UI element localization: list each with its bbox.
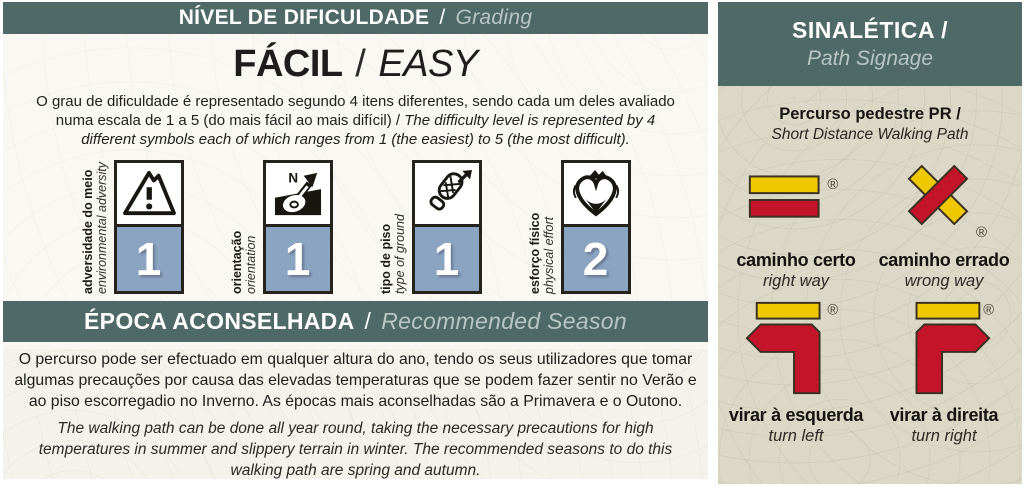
rating-value: 2 [561, 224, 631, 294]
right-way-marker-icon [741, 154, 851, 246]
season-text-pt: O percurso pode ser efectuado em qualquer altura do ano, tendo os seus utilizadores que tomar algumas precauções por causa das elevadas temperaturas que se podem fazer sentir no Verão e ao piso escorregadio no Inverno. As épocas mais aconselhadas são a Primavera e o Outono. [14, 351, 697, 411]
grading-description-pt: O grau de dificuldade é representado segundo 4 itens diferentes, sendo cada um deles avaliado numa escala de 1 a 5 (do mais fácil ao mais difícil) / [36, 93, 675, 130]
grading-description [31, 92, 681, 150]
signage-header-pt: SINALÉTICA / [792, 17, 948, 44]
symbol-label: esforço físico physical effort [527, 212, 556, 294]
season-header-separator: / [364, 308, 372, 334]
svg-text:N: N [287, 170, 298, 186]
grading-header-separator: / [439, 6, 446, 29]
symbol-box [114, 160, 184, 294]
grading-header-en: Grading [455, 6, 533, 29]
season-section [3, 349, 708, 479]
signage-header [718, 2, 1022, 86]
symbol-box [561, 160, 631, 294]
right-way-marker [722, 154, 870, 291]
signage-subtitle [718, 105, 1022, 144]
difficulty-level-pt: FÁCIL [233, 43, 343, 85]
signage-subtitle-pt: Percurso pedestre PR / [779, 105, 961, 123]
symbol-orientation [230, 158, 333, 294]
season-header [3, 301, 708, 342]
registered-symbol: ® [827, 177, 839, 194]
wrong-way-marker-icon [894, 154, 994, 246]
difficulty-level-title [3, 34, 708, 83]
season-header-en: Recommended Season [381, 308, 627, 334]
boot-print-icon [412, 160, 482, 224]
marker-label-pt: caminho errado [878, 250, 1010, 270]
marker-label-pt: virar à esquerda [728, 405, 864, 425]
registered-symbol: ® [976, 224, 988, 241]
markers-grid [718, 154, 1022, 446]
symbol-box [263, 160, 333, 294]
symbol-label: adversidade do meio environmental adversity [80, 161, 109, 294]
turn-left-marker-icon [743, 297, 849, 401]
symbol-environmental-adversity [81, 158, 184, 294]
signage-subtitle-en: Short Distance Walking Path [771, 126, 969, 143]
symbol-type-of-ground [379, 158, 482, 294]
registered-symbol: ® [983, 302, 995, 319]
grading-section [3, 34, 708, 301]
symbol-box [412, 160, 482, 294]
heart-effort-icon [561, 160, 631, 224]
season-text-en: The walking path can be done all year round, taking the necessary precautions for high temperatures in summer and slippery terrain in winter. The recommended seasons to do this walking path are spring and autumn. [38, 420, 673, 479]
marker-label-en: turn left [768, 427, 824, 445]
season-header-pt: ÉPOCA ACONSELHADA [84, 308, 355, 334]
symbol-label: orientação orientation [229, 230, 258, 294]
marker-label-pt: caminho certo [736, 250, 856, 270]
grading-description-en: The difficulty level is represented by 4 different symbols each of which ranges from 1 (the easiest) to 5 (the most difficult). [81, 112, 656, 149]
compass-icon [263, 160, 333, 224]
symbol-physical-effort [528, 158, 631, 294]
wrong-way-marker [870, 154, 1018, 291]
difficulty-symbols-row [3, 158, 708, 294]
turn-right-marker-icon [891, 297, 997, 401]
turn-right-marker [870, 291, 1018, 446]
warning-triangle-icon [114, 160, 184, 224]
marker-label-en: turn right [911, 427, 977, 445]
marker-label-pt: virar à direita [889, 405, 999, 425]
signage-panel [718, 2, 1022, 484]
marker-label-en: right way [762, 272, 830, 290]
difficulty-level-en: EASY [378, 43, 478, 85]
turn-left-marker [722, 291, 870, 446]
grading-header-pt: NÍVEL DE DIFICULDADE [178, 6, 430, 29]
difficulty-level-separator: / [355, 43, 366, 85]
registered-symbol: ® [827, 302, 839, 319]
signage-header-en: Path Signage [806, 47, 934, 71]
symbol-label: tipo de piso type of ground [378, 213, 407, 294]
marker-label-en: wrong way [904, 272, 984, 290]
grading-header [3, 2, 708, 34]
rating-value: 1 [263, 224, 333, 294]
rating-value: 1 [412, 224, 482, 294]
rating-value: 1 [114, 224, 184, 294]
grading-panel [3, 2, 708, 479]
